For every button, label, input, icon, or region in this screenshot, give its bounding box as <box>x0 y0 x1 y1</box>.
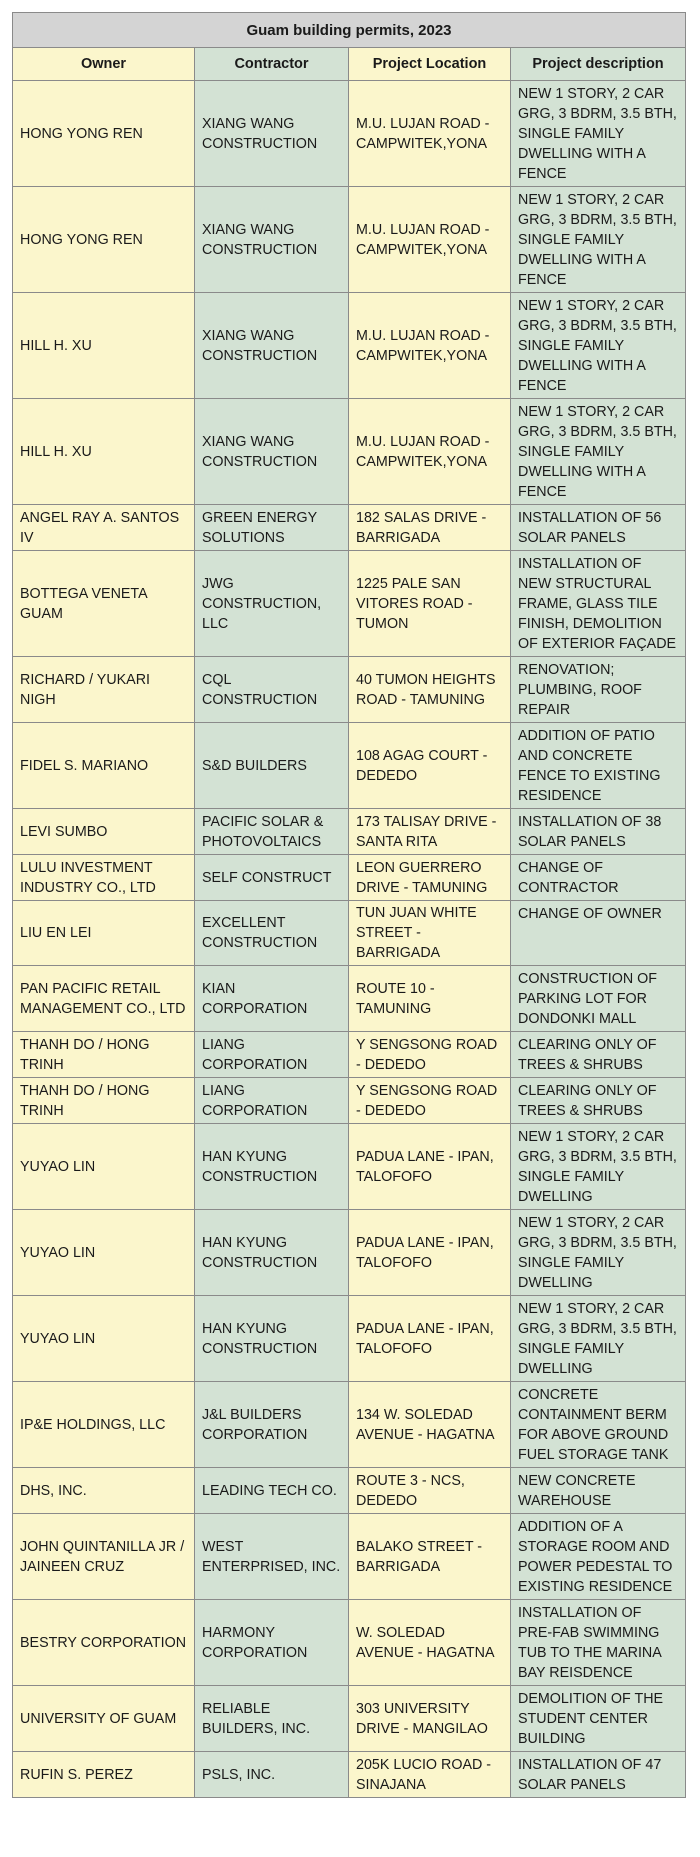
description-cell: ADDITION OF A STORAGE ROOM AND POWER PEDESTAL TO EXISTING RESIDENCE <box>511 1514 686 1600</box>
description-cell: NEW 1 STORY, 2 CAR GRG, 3 BDRM, 3.5 BTH, SINGLE FAMILY DWELLING <box>511 1124 686 1210</box>
description-cell: NEW CONCRETE WAREHOUSE <box>511 1468 686 1514</box>
owner-cell: THANH DO / HONG TRINH <box>13 1078 195 1124</box>
owner-cell: PAN PACIFIC RETAIL MANAGEMENT CO., LTD <box>13 966 195 1032</box>
owner-cell: HONG YONG REN <box>13 81 195 187</box>
location-cell: 205K LUCIO ROAD - SINAJANA <box>349 1752 511 1798</box>
contractor-cell: WEST ENTERPRISED, INC. <box>195 1514 349 1600</box>
table-row <box>13 399 686 505</box>
location-cell: M.U. LUJAN ROAD - CAMPWITEK,YONA <box>349 293 511 399</box>
contractor-cell: LIANG CORPORATION <box>195 1032 349 1078</box>
contractor-cell: HAN KYUNG CONSTRUCTION <box>195 1296 349 1382</box>
description-cell: NEW 1 STORY, 2 CAR GRG, 3 BDRM, 3.5 BTH, SINGLE FAMILY DWELLING WITH A FENCE <box>511 399 686 505</box>
owner-cell: THANH DO / HONG TRINH <box>13 1032 195 1078</box>
contractor-cell: PSLS, INC. <box>195 1752 349 1798</box>
location-cell: PADUA LANE - IPAN, TALOFOFO <box>349 1296 511 1382</box>
description-cell: NEW 1 STORY, 2 CAR GRG, 3 BDRM, 3.5 BTH, SINGLE FAMILY DWELLING WITH A FENCE <box>511 187 686 293</box>
description-cell: NEW 1 STORY, 2 CAR GRG, 3 BDRM, 3.5 BTH, SINGLE FAMILY DWELLING WITH A FENCE <box>511 293 686 399</box>
description-cell: INSTALLATION OF NEW STRUCTURAL FRAME, GLASS TILE FINISH, DEMOLITION OF EXTERIOR FAÇADE <box>511 551 686 657</box>
table-row <box>13 809 686 855</box>
location-cell: ROUTE 10 - TAMUNING <box>349 966 511 1032</box>
table-row <box>13 657 686 723</box>
permits-table <box>12 12 686 1798</box>
owner-cell: FIDEL S. MARIANO <box>13 723 195 809</box>
table-header-row <box>13 48 686 81</box>
description-cell: RENOVATION; PLUMBING, ROOF REPAIR <box>511 657 686 723</box>
table-row <box>13 187 686 293</box>
table-title-row <box>13 13 686 48</box>
location-cell: TUN JUAN WHITE STREET - BARRIGADA <box>349 901 511 966</box>
owner-cell: RUFIN S. PEREZ <box>13 1752 195 1798</box>
description-cell: INSTALLATION OF 38 SOLAR PANELS <box>511 809 686 855</box>
location-cell: Y SENGSONG ROAD - DEDEDO <box>349 1032 511 1078</box>
header-location: Project Location <box>349 48 511 81</box>
location-cell: M.U. LUJAN ROAD - CAMPWITEK,YONA <box>349 187 511 293</box>
owner-cell: LEVI SUMBO <box>13 809 195 855</box>
owner-cell: UNIVERSITY OF GUAM <box>13 1686 195 1752</box>
description-cell: INSTALLATION OF 56 SOLAR PANELS <box>511 505 686 551</box>
owner-cell: JOHN QUINTANILLA JR / JAINEEN CRUZ <box>13 1514 195 1600</box>
owner-cell: ANGEL RAY A. SANTOS IV <box>13 505 195 551</box>
contractor-cell: GREEN ENERGY SOLUTIONS <box>195 505 349 551</box>
description-cell: CHANGE OF CONTRACTOR <box>511 855 686 901</box>
contractor-cell: HAN KYUNG CONSTRUCTION <box>195 1124 349 1210</box>
owner-cell: DHS, INC. <box>13 1468 195 1514</box>
description-cell: CONCRETE CONTAINMENT BERM FOR ABOVE GROUND FUEL STORAGE TANK <box>511 1382 686 1468</box>
contractor-cell: SELF CONSTRUCT <box>195 855 349 901</box>
description-cell: CONSTRUCTION OF PARKING LOT FOR DONDONKI MALL <box>511 966 686 1032</box>
description-cell: NEW 1 STORY, 2 CAR GRG, 3 BDRM, 3.5 BTH, SINGLE FAMILY DWELLING <box>511 1296 686 1382</box>
description-cell: INSTALLATION OF PRE-FAB SWIMMING TUB TO THE MARINA BAY REISDENCE <box>511 1600 686 1686</box>
contractor-cell: XIANG WANG CONSTRUCTION <box>195 81 349 187</box>
location-cell: BALAKO STREET - BARRIGADA <box>349 1514 511 1600</box>
owner-cell: BOTTEGA VENETA GUAM <box>13 551 195 657</box>
description-cell: CLEARING ONLY OF TREES & SHRUBS <box>511 1032 686 1078</box>
owner-cell: HONG YONG REN <box>13 187 195 293</box>
table-row <box>13 723 686 809</box>
table-row <box>13 855 686 901</box>
owner-cell: HILL H. XU <box>13 293 195 399</box>
owner-cell: HILL H. XU <box>13 399 195 505</box>
owner-cell: LULU INVESTMENT INDUSTRY CO., LTD <box>13 855 195 901</box>
location-cell: 108 AGAG COURT - DEDEDO <box>349 723 511 809</box>
location-cell: 134 W. SOLEDAD AVENUE - HAGATNA <box>349 1382 511 1468</box>
contractor-cell: CQL CONSTRUCTION <box>195 657 349 723</box>
contractor-cell: J&L BUILDERS CORPORATION <box>195 1382 349 1468</box>
contractor-cell: XIANG WANG CONSTRUCTION <box>195 187 349 293</box>
header-description: Project description <box>511 48 686 81</box>
permits-table-container <box>12 12 685 1798</box>
contractor-cell: JWG CONSTRUCTION, LLC <box>195 551 349 657</box>
header-owner: Owner <box>13 48 195 81</box>
owner-cell: YUYAO LIN <box>13 1124 195 1210</box>
table-row <box>13 1468 686 1514</box>
location-cell: ROUTE 3 - NCS, DEDEDO <box>349 1468 511 1514</box>
table-row <box>13 293 686 399</box>
table-row <box>13 901 686 966</box>
location-cell: PADUA LANE - IPAN, TALOFOFO <box>349 1210 511 1296</box>
location-cell: Y SENGSONG ROAD - DEDEDO <box>349 1078 511 1124</box>
owner-cell: LIU EN LEI <box>13 901 195 966</box>
description-cell: CLEARING ONLY OF TREES & SHRUBS <box>511 1078 686 1124</box>
table-row <box>13 81 686 187</box>
location-cell: 303 UNIVERSITY DRIVE - MANGILAO <box>349 1686 511 1752</box>
table-row <box>13 1514 686 1600</box>
table-row <box>13 505 686 551</box>
location-cell: 1225 PALE SAN VITORES ROAD - TUMON <box>349 551 511 657</box>
description-cell: DEMOLITION OF THE STUDENT CENTER BUILDING <box>511 1686 686 1752</box>
location-cell: M.U. LUJAN ROAD - CAMPWITEK,YONA <box>349 81 511 187</box>
table-row <box>13 551 686 657</box>
location-cell: 173 TALISAY DRIVE - SANTA RITA <box>349 809 511 855</box>
contractor-cell: HAN KYUNG CONSTRUCTION <box>195 1210 349 1296</box>
description-cell: NEW 1 STORY, 2 CAR GRG, 3 BDRM, 3.5 BTH, SINGLE FAMILY DWELLING WITH A FENCE <box>511 81 686 187</box>
header-contractor: Contractor <box>195 48 349 81</box>
description-cell: INSTALLATION OF 47 SOLAR PANELS <box>511 1752 686 1798</box>
location-cell: M.U. LUJAN ROAD - CAMPWITEK,YONA <box>349 399 511 505</box>
table-row <box>13 1382 686 1468</box>
owner-cell: IP&E HOLDINGS, LLC <box>13 1382 195 1468</box>
table-row <box>13 966 686 1032</box>
contractor-cell: HARMONY CORPORATION <box>195 1600 349 1686</box>
contractor-cell: XIANG WANG CONSTRUCTION <box>195 293 349 399</box>
contractor-cell: RELIABLE BUILDERS, INC. <box>195 1686 349 1752</box>
table-title: Guam building permits, 2023 <box>13 13 686 48</box>
contractor-cell: LEADING TECH CO. <box>195 1468 349 1514</box>
table-row <box>13 1032 686 1078</box>
table-row <box>13 1078 686 1124</box>
contractor-cell: PACIFIC SOLAR & PHOTOVOLTAICS <box>195 809 349 855</box>
table-row <box>13 1124 686 1210</box>
contractor-cell: EXCELLENT CONSTRUCTION <box>195 901 349 966</box>
location-cell: LEON GUERRERO DRIVE - TAMUNING <box>349 855 511 901</box>
table-row <box>13 1210 686 1296</box>
contractor-cell: S&D BUILDERS <box>195 723 349 809</box>
table-row <box>13 1600 686 1686</box>
owner-cell: RICHARD / YUKARI NIGH <box>13 657 195 723</box>
contractor-cell: XIANG WANG CONSTRUCTION <box>195 399 349 505</box>
table-row <box>13 1686 686 1752</box>
contractor-cell: LIANG CORPORATION <box>195 1078 349 1124</box>
location-cell: W. SOLEDAD AVENUE - HAGATNA <box>349 1600 511 1686</box>
owner-cell: YUYAO LIN <box>13 1210 195 1296</box>
description-cell: CHANGE OF OWNER <box>511 901 686 966</box>
contractor-cell: KIAN CORPORATION <box>195 966 349 1032</box>
table-row <box>13 1296 686 1382</box>
owner-cell: YUYAO LIN <box>13 1296 195 1382</box>
location-cell: PADUA LANE - IPAN, TALOFOFO <box>349 1124 511 1210</box>
description-cell: NEW 1 STORY, 2 CAR GRG, 3 BDRM, 3.5 BTH, SINGLE FAMILY DWELLING <box>511 1210 686 1296</box>
location-cell: 182 SALAS DRIVE - BARRIGADA <box>349 505 511 551</box>
table-row <box>13 1752 686 1798</box>
owner-cell: BESTRY CORPORATION <box>13 1600 195 1686</box>
location-cell: 40 TUMON HEIGHTS ROAD - TAMUNING <box>349 657 511 723</box>
description-cell: ADDITION OF PATIO AND CONCRETE FENCE TO EXISTING RESIDENCE <box>511 723 686 809</box>
